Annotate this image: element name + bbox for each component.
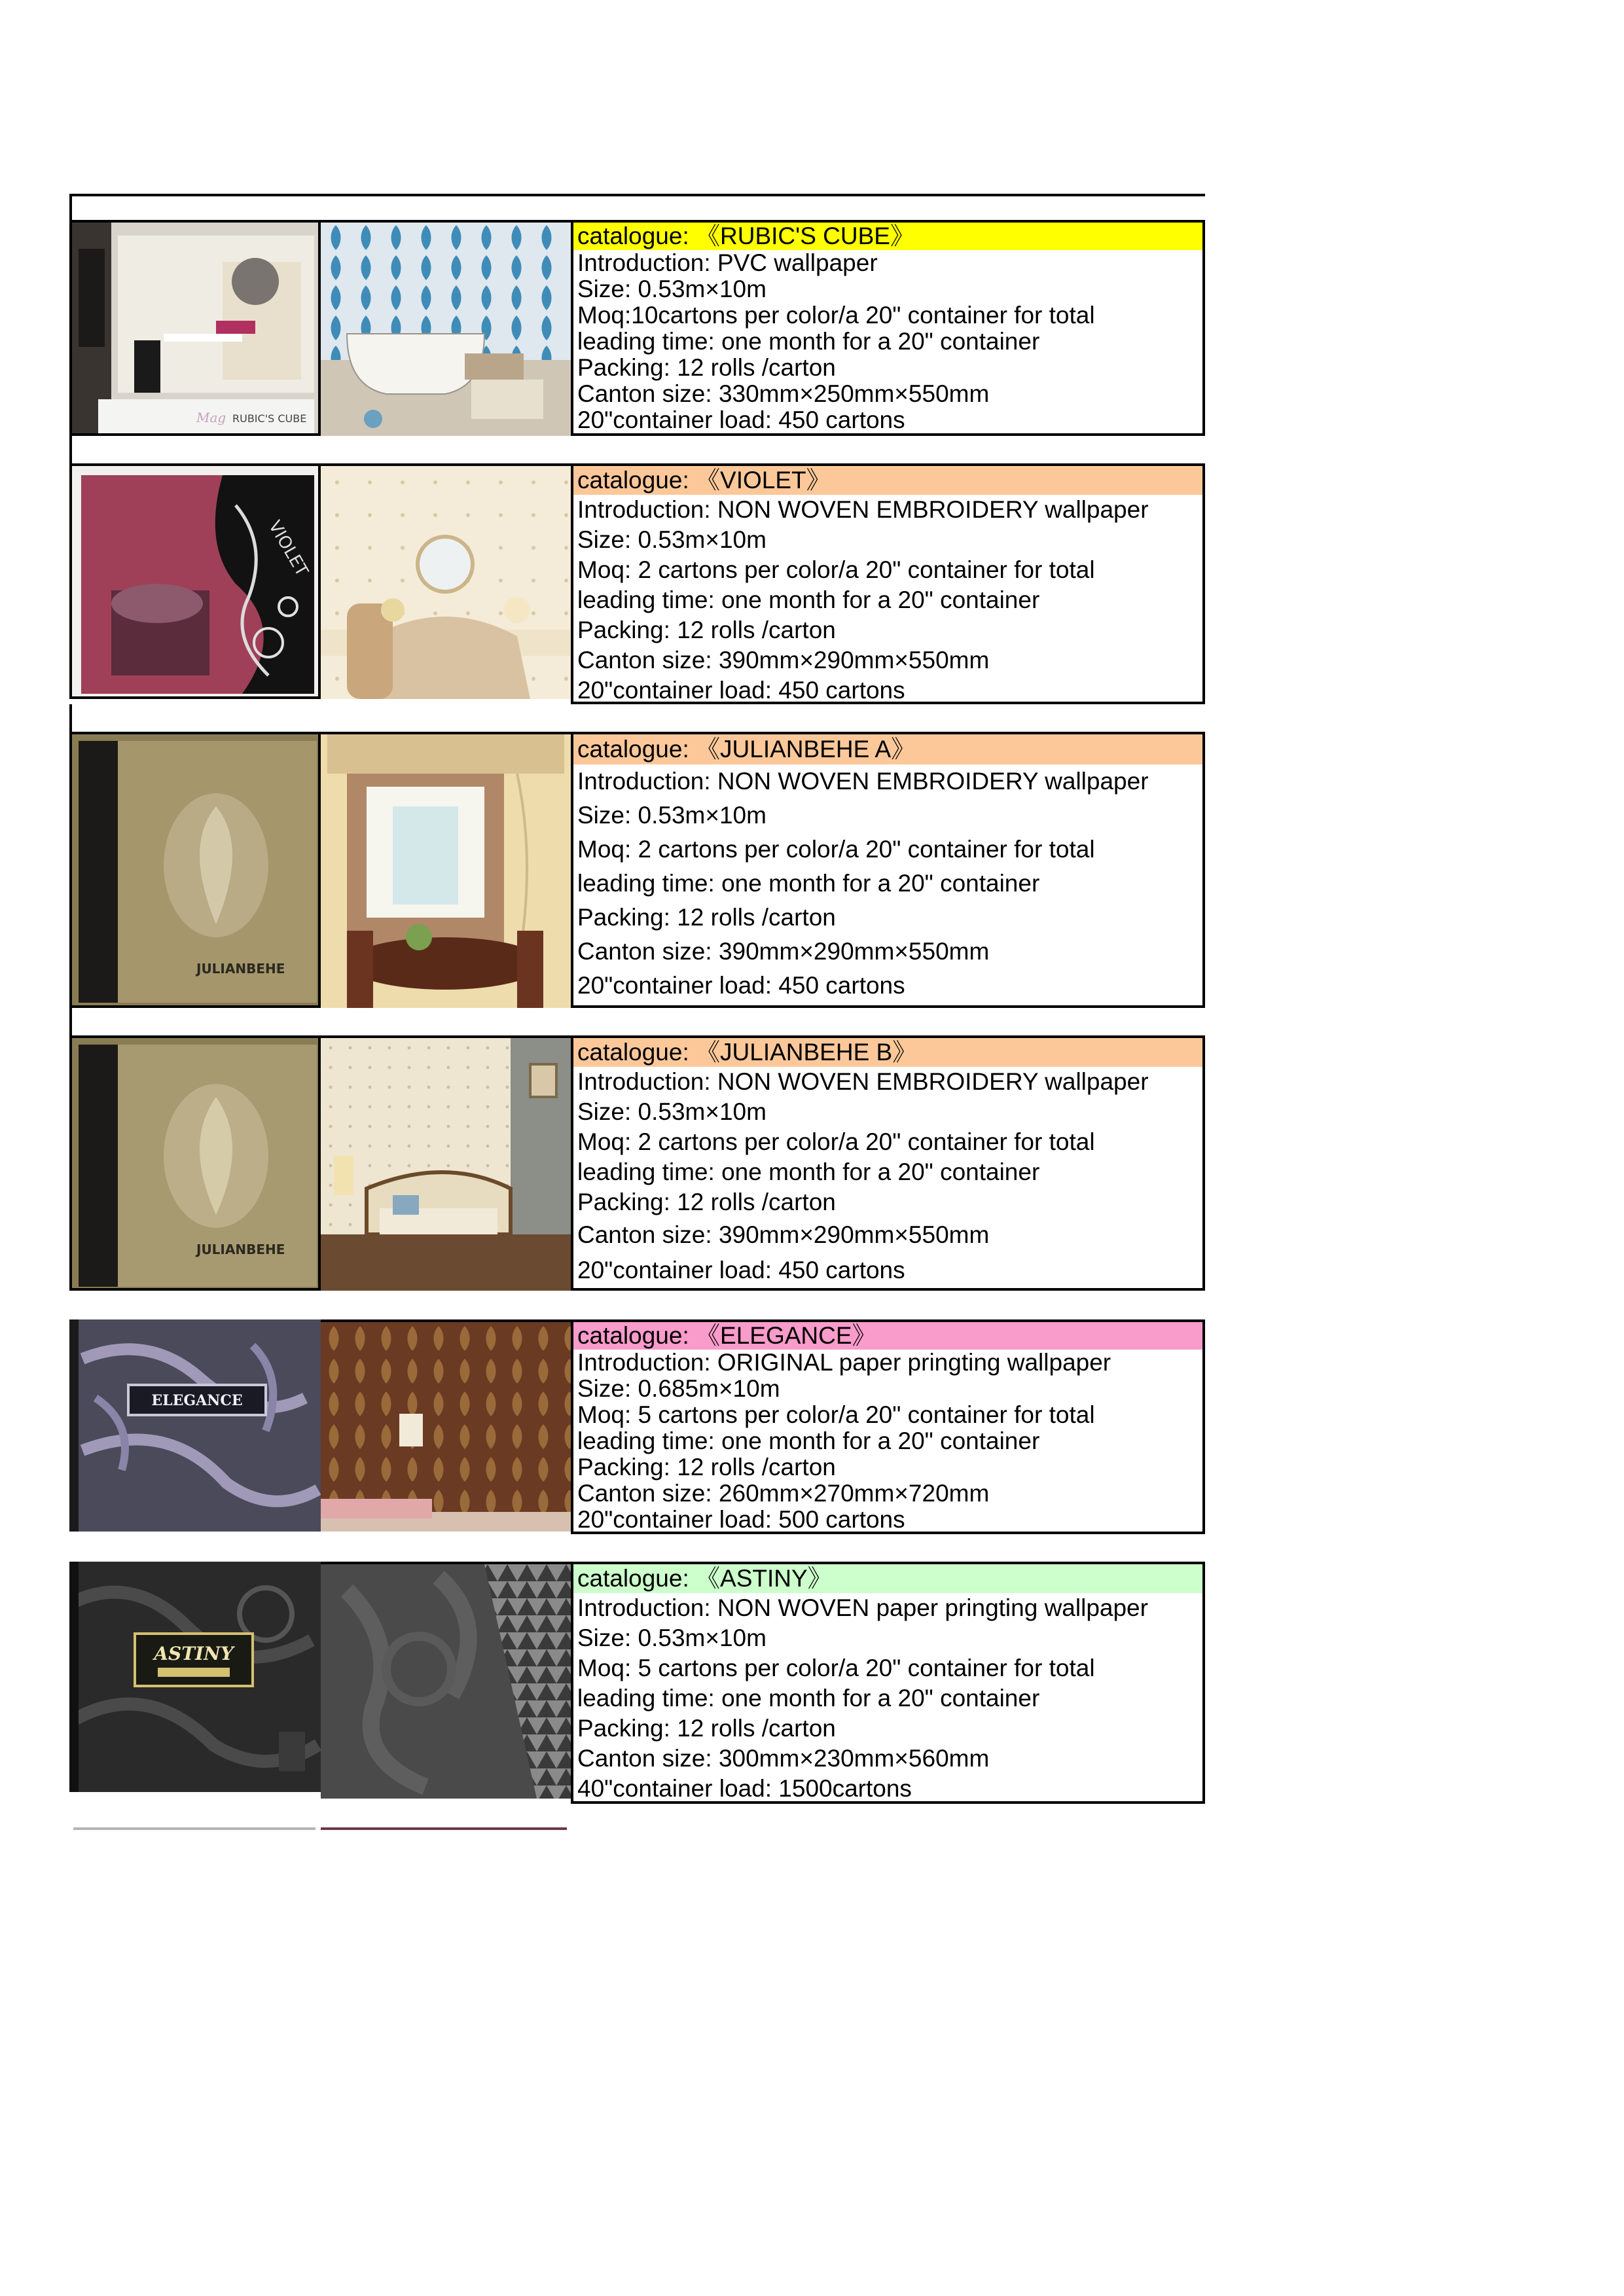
- catalogue-title: catalogue: 《JULIANBEHE B》: [573, 1038, 1202, 1067]
- catalogue-title: catalogue: 《RUBIC'S CUBE》: [573, 223, 1202, 250]
- catalogue-info-panel: [571, 463, 1205, 704]
- info-line: Packing: 12 rolls /carton: [577, 617, 836, 643]
- table-top-border: [69, 194, 1205, 220]
- info-line: Introduction: ORIGINAL paper pringting wallpaper: [577, 1350, 1111, 1376]
- info-line: Introduction: NON WOVEN EMBROIDERY wallpaper: [577, 768, 1149, 795]
- catalogue-title: catalogue: 《ASTINY》: [573, 1564, 1202, 1593]
- info-line: Canton size: 300mm×230mm×560mm: [577, 1745, 990, 1772]
- catalogue-room-image: [321, 220, 571, 436]
- cover-label-text: JULIANBEHE: [196, 1242, 285, 1257]
- info-line: Canton size: 330mm×250mm×550mm: [577, 381, 990, 407]
- info-line: Introduction: PVC wallpaper: [577, 250, 878, 276]
- info-line: Packing: 12 rolls /carton: [577, 355, 836, 381]
- cover-label-text: VIOLET: [264, 517, 312, 580]
- info-line: Size: 0.53m×10m: [577, 1624, 767, 1651]
- cover-label-text: RUBIC'S CUBE: [232, 412, 307, 425]
- catalogue-row-violet: [69, 463, 1205, 704]
- catalogue-row-julianbehe-b: [69, 1035, 1205, 1291]
- info-line: Canton size: 390mm×290mm×550mm: [577, 938, 990, 965]
- info-line: Size: 0.53m×10m: [577, 526, 767, 553]
- info-line: 20"container load: 450 cartons: [577, 972, 905, 999]
- row-separator: [69, 704, 1205, 732]
- info-line: Moq: 5 cartons per color/a 20" container for total: [577, 1655, 1095, 1681]
- catalogue-info-panel: [571, 1319, 1205, 1534]
- cover-label-text: JULIANBEHE: [196, 961, 285, 977]
- cover-script-text: Mag: [196, 410, 226, 425]
- catalogue-title: catalogue: 《JULIANBEHE A》: [573, 734, 1202, 764]
- catalogue-row-astiny: [69, 1562, 1205, 1804]
- catalogue-title: catalogue: 《VIOLET》: [573, 466, 1202, 495]
- info-line: 20"container load: 450 cartons: [577, 1257, 905, 1283]
- row-separator: [69, 436, 1205, 463]
- info-line: Moq: 2 cartons per color/a 20" container for total: [577, 556, 1095, 583]
- catalogue-info-panel: [571, 220, 1205, 436]
- info-line: Canton size: 390mm×290mm×550mm: [577, 647, 990, 673]
- catalogue-room-image: [321, 1562, 571, 1799]
- info-line: 40"container load: 1500cartons: [577, 1775, 912, 1802]
- catalogue-title: catalogue: 《ELEGANCE》: [573, 1322, 1202, 1350]
- info-line: Introduction: NON WOVEN paper pringting wallpaper: [577, 1594, 1148, 1621]
- catalogue-room-image: [321, 463, 571, 699]
- info-line: leading time: one month for a 20" container: [577, 870, 1040, 897]
- catalogue-cover-image: [69, 1319, 321, 1532]
- catalogue-cover-image: [69, 463, 321, 699]
- info-line: 20"container load: 450 cartons: [577, 407, 905, 433]
- info-line: Moq: 2 cartons per color/a 20" container for total: [577, 1128, 1095, 1155]
- catalogue-room-image: [321, 1319, 571, 1532]
- catalogue-row-julianbehe-a: [69, 732, 1205, 1008]
- info-line: Size: 0.685m×10m: [577, 1376, 780, 1402]
- catalogue-row-rubics-cube: [69, 220, 1205, 436]
- info-line: Canton size: 260mm×270mm×720mm: [577, 1480, 990, 1507]
- info-line: Canton size: 390mm×290mm×550mm: [577, 1221, 990, 1248]
- info-line: 20"container load: 450 cartons: [577, 677, 905, 704]
- info-line: leading time: one month for a 20" container: [577, 1428, 1040, 1454]
- info-line: Moq: 5 cartons per color/a 20" container for total: [577, 1402, 1095, 1428]
- info-line: Introduction: NON WOVEN EMBROIDERY wallpaper: [577, 1068, 1149, 1095]
- info-line: Size: 0.53m×10m: [577, 276, 767, 302]
- info-line: leading time: one month for a 20" container: [577, 329, 1040, 355]
- catalogue-row-elegance: [69, 1319, 1205, 1534]
- info-line: Moq: 2 cartons per color/a 20" container for total: [577, 836, 1095, 863]
- cutoff-image-strip-right: [321, 1827, 567, 1830]
- info-line: Size: 0.53m×10m: [577, 802, 767, 829]
- info-line: leading time: one month for a 20" container: [577, 586, 1040, 613]
- catalogue-room-image: [321, 732, 571, 1008]
- catalogue-cover-image: [69, 1035, 321, 1291]
- catalogue-cover-image: [69, 732, 321, 1008]
- info-line: Packing: 12 rolls /carton: [577, 1715, 836, 1742]
- info-line: Size: 0.53m×10m: [577, 1098, 767, 1125]
- catalogue-cover-image: [69, 220, 321, 436]
- row-separator: [69, 1008, 1205, 1035]
- info-line: Moq:10cartons per color/a 20" container for total: [577, 302, 1095, 329]
- catalogue-room-image: [321, 1035, 571, 1291]
- info-line: Introduction: NON WOVEN EMBROIDERY wallpaper: [577, 496, 1149, 523]
- catalogue-info-panel: [571, 1035, 1205, 1291]
- info-line: leading time: one month for a 20" container: [577, 1685, 1040, 1712]
- info-line: Packing: 12 rolls /carton: [577, 1454, 836, 1480]
- info-line: Packing: 12 rolls /carton: [577, 904, 836, 931]
- cover-label-text: ELEGANCE: [151, 1392, 243, 1409]
- cutoff-image-strip-left: [73, 1827, 316, 1830]
- info-line: leading time: one month for a 20" container: [577, 1158, 1040, 1185]
- catalogue-cover-image: [69, 1562, 321, 1792]
- info-line: Packing: 12 rolls /carton: [577, 1189, 836, 1215]
- catalogue-info-panel: [571, 732, 1205, 1008]
- catalogue-info-panel: [571, 1562, 1205, 1804]
- cover-label-text: ASTINY: [154, 1643, 234, 1664]
- info-line: 20"container load: 500 cartons: [577, 1507, 905, 1533]
